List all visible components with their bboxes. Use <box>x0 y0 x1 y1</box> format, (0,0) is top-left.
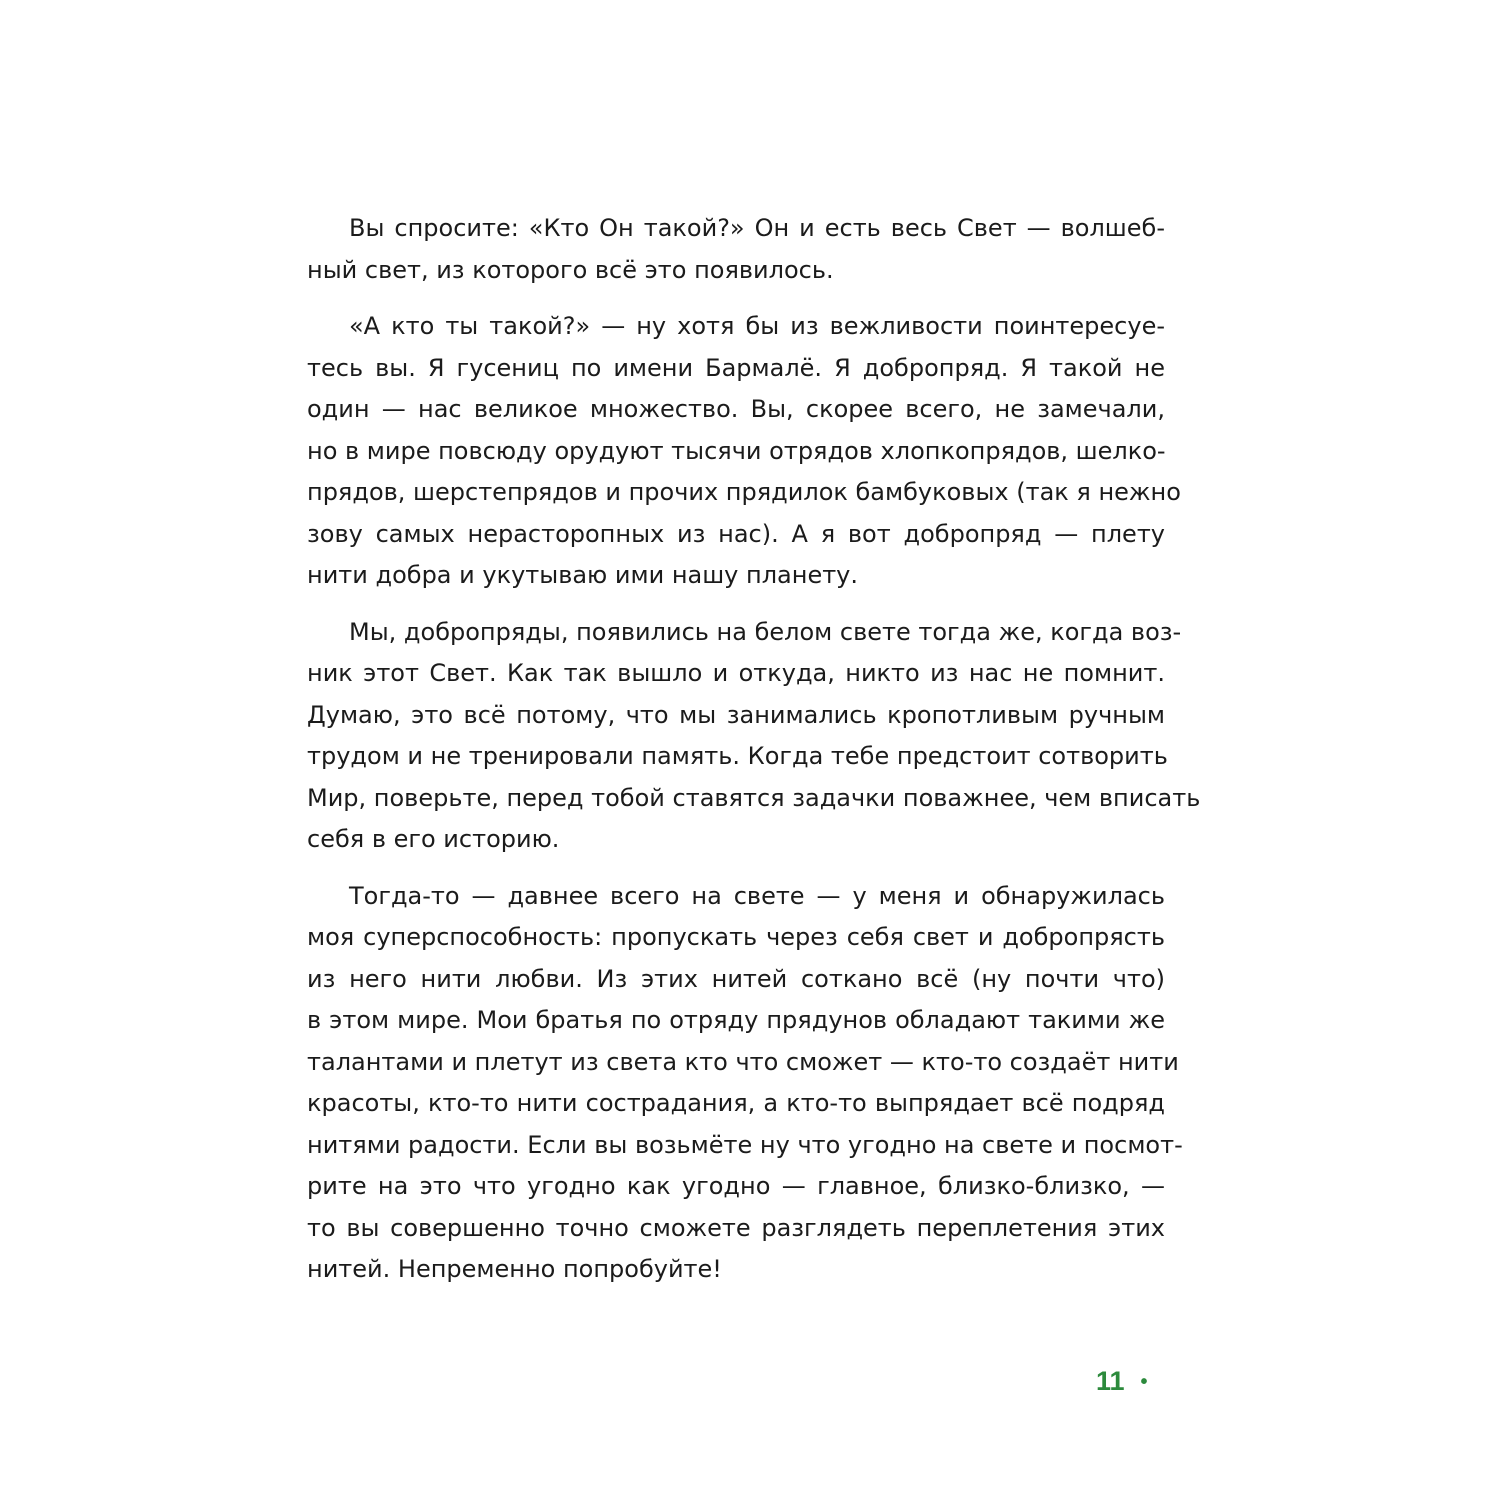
text-line: себя в его историю. <box>307 825 560 853</box>
page-number: 11 <box>1096 1366 1125 1396</box>
text-line: нитей. Непременно попробуйте! <box>307 1255 722 1283</box>
paragraph-4 <box>307 876 1183 1291</box>
text-line: нитями радости. Если вы возьмёте ну что угодно на свете и посмот- <box>307 1130 1183 1159</box>
text-line: «А кто ты такой?» — ну хотя бы из вежливости поинтересуе- <box>349 312 1165 340</box>
text-line: нити добра и укутываю ими нашу планету. <box>307 561 859 589</box>
bullet-icon: • <box>1140 1370 1148 1393</box>
text-line: ный свет, из которого всё это появилось. <box>307 255 834 284</box>
body-text <box>307 208 1201 1306</box>
text-line: в этом мире. Мои братья по отряду прядунов обладают такими же <box>307 1006 1165 1034</box>
text-line: рите на это что угодно как угодно — главное, близко-близко, — <box>307 1172 1165 1200</box>
text-line: зову самых нерасторопных из нас). А я вот добропряд — плету <box>307 519 1165 548</box>
text-line: красоты, кто-то нити сострадания, а кто-то выпрядает всё подряд <box>307 1089 1165 1117</box>
text-line: ник этот Свет. Как так вышло и откуда, никто из нас не помнит. <box>307 659 1165 687</box>
text-line: моя суперспособность: пропускать через себя свет и добропрясть <box>307 923 1165 951</box>
text-line: один — нас великое множество. Вы, скорее всего, не замечали, <box>307 395 1165 423</box>
text-line: прядов, шерстепрядов и прочих прядилок бамбуковых (так я нежно <box>307 478 1181 506</box>
paragraph-3 <box>307 612 1201 861</box>
text-line: талантами и плетут из света кто что сможет — кто-то создаёт нити <box>307 1047 1179 1076</box>
page-footer <box>1096 1368 1148 1395</box>
text-line: из него нити любви. Из этих нитей соткано всё (ну почти что) <box>307 964 1165 993</box>
paragraph-2 <box>307 306 1181 597</box>
text-line: Тогда-то — давнее всего на свете — у меня и обнаружилась <box>349 881 1165 910</box>
text-line: Мир, поверьте, перед тобой ставятся задачки поважнее, чем вписать <box>307 783 1201 812</box>
text-line: тесь вы. Я гусениц по имени Бармалё. Я добропряд. Я такой не <box>307 353 1165 382</box>
text-line: Мы, добропряды, появились на белом свете тогда же, когда воз- <box>349 617 1182 646</box>
text-line: Вы спросите: «Кто Он такой?» Он и есть весь Свет — волшеб- <box>349 214 1165 242</box>
text-line: Думаю, это всё потому, что мы занимались кропотливым ручным <box>307 700 1165 729</box>
paragraph-1 <box>307 208 1165 291</box>
text-line: но в мире повсюду орудуют тысячи отрядов хлопкопрядов, шелко- <box>307 436 1166 465</box>
text-line: то вы совершенно точно сможете разглядеть переплетения этих <box>307 1213 1165 1242</box>
text-line: трудом и не тренировали память. Когда тебе предстоит сотворить <box>307 742 1168 770</box>
